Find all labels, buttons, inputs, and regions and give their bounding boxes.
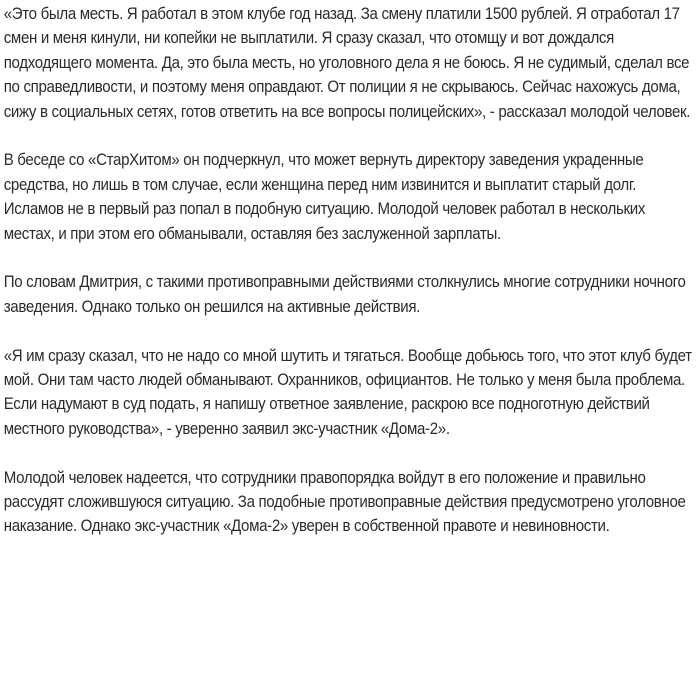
paragraph-dmitry-words: По словам Дмитрия, с такими противоправными действиями столкнулись многие сотрудники ночного заведения. Однако только он решился на активные действия. [3,273,686,316]
paragraph-quote-revenge: «Это была месть. Я работал в этом клубе год назад. За смену платили 1500 рублей. Я отработал 17 смен и меня кинули, ни копейки не выплатили. Я сразу сказал, что отомщу и вот дождался подходящего момента. Да, это была месть, но уголовного дела я не боюсь. Я не судимый, сделал все по справедливости, и поэтому меня оправдают. От полиции я не скрываюсь. Сейчас нахожусь дома, сижу в социальных сетях, готов ответить на все вопросы полицейских», - рассказал молодой человек. [3,5,691,121]
paragraph-conclusion: Молодой человек надеется, что сотрудники правопорядка войдут в его положение и правильно рассудят сложившуюся ситуацию. За подобные противоправные действия предусмотрено уголовное наказание. Однако экс-участник «Дома-2» уверен в собственной правоте и невиновности. [3,468,686,536]
paragraph-starhit-interview: В беседе со «СтарХитом» он подчеркнул, что может вернуть директору заведения украденные средства, но лишь в том случае, если женщина перед ним извинится и выплатит старый долг. Исламов не в первый раз попал в подобную ситуацию. Молодой человек работал в нескольких местах, и при этом его обманывали, оставляя без заслуженной зарплаты. [3,151,646,243]
paragraph-quote-club: «Я им сразу сказал, что не надо со мной шутить и тягаться. Вообще добьюсь того, что этот клуб будет мой. Они там часто людей обманывают. Охранников, официантов. Не только у меня была проблема. Если надумают в суд подать, я напишу ответное заявление, раскрою все подноготную действий местного руководства», - уверенно заявил экс-участник «Дома-2». [3,346,692,438]
